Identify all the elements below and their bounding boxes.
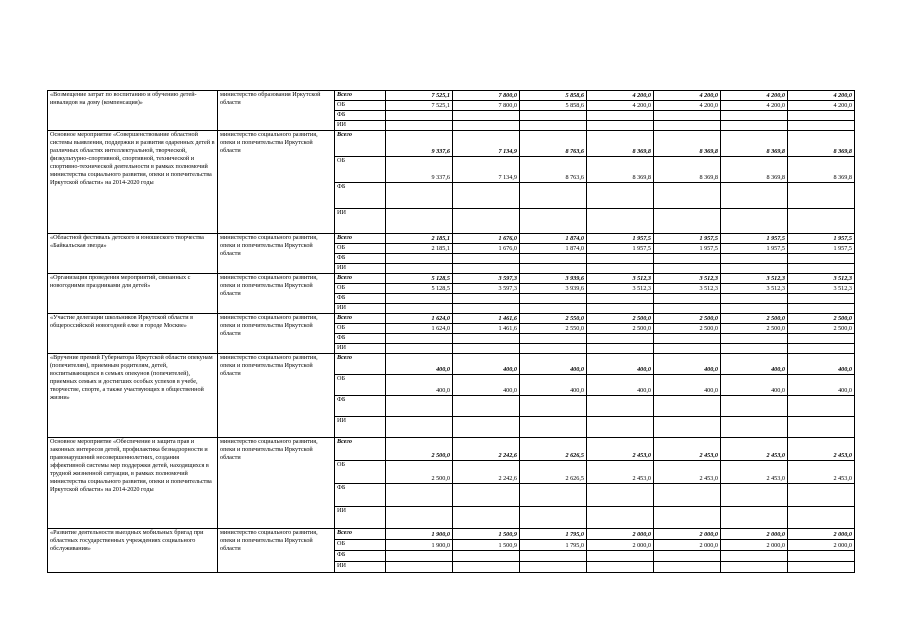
amount-cell	[520, 334, 587, 344]
amount-cell: 1 957,5	[788, 244, 855, 254]
amount-cell	[453, 344, 520, 354]
amount-cell: 400,0	[654, 354, 721, 375]
amount-cell	[386, 484, 453, 507]
amount-cell	[587, 551, 654, 562]
amount-cell	[788, 121, 855, 131]
amount-cell	[654, 344, 721, 354]
amount-cell: 2 453,0	[721, 461, 788, 484]
event-name-cell: «Областной фестиваль детского и юношеского творчества «Байкальская звезда»	[48, 234, 218, 274]
amount-cell: 2 500,0	[587, 324, 654, 334]
amount-cell	[587, 254, 654, 264]
amount-cell	[386, 396, 453, 417]
amount-cell: 4 200,0	[587, 101, 654, 111]
funding-source-cell: ФБ	[335, 254, 386, 264]
amount-cell	[721, 183, 788, 209]
amount-cell: 4 200,0	[654, 101, 721, 111]
amount-cell: 2 500,0	[386, 438, 453, 461]
funding-source-cell: ИИ	[335, 264, 386, 274]
amount-cell	[587, 396, 654, 417]
amount-cell: 400,0	[587, 354, 654, 375]
funding-source-cell: ОБ	[335, 324, 386, 334]
amount-cell: 2 500,0	[788, 314, 855, 324]
executor-cell: министерство социального развития, опеки и попечительства Иркутской области	[218, 354, 335, 438]
amount-cell: 1 957,5	[654, 234, 721, 244]
amount-cell	[386, 209, 453, 234]
executor-cell: министерство образования Иркутской области	[218, 91, 335, 131]
amount-cell: 400,0	[587, 375, 654, 396]
amount-cell	[520, 209, 587, 234]
amount-cell: 400,0	[721, 375, 788, 396]
amount-cell	[587, 183, 654, 209]
amount-cell	[721, 264, 788, 274]
amount-cell: 400,0	[386, 375, 453, 396]
executor-cell: министерство социального развития, опеки и попечительства Иркутской области	[218, 438, 335, 529]
amount-cell: 2 550,0	[520, 324, 587, 334]
amount-cell: 2 500,0	[788, 324, 855, 334]
amount-cell	[587, 209, 654, 234]
amount-cell: 400,0	[520, 354, 587, 375]
amount-cell: 1 676,0	[453, 234, 520, 244]
amount-cell	[453, 264, 520, 274]
amount-cell	[386, 417, 453, 438]
funding-source-cell: ИИ	[335, 417, 386, 438]
amount-cell	[520, 344, 587, 354]
amount-cell	[654, 304, 721, 314]
amount-cell: 1 500,9	[453, 540, 520, 551]
executor-cell: министерство социального развития, опеки и попечительства Иркутской области	[218, 529, 335, 573]
amount-cell	[453, 294, 520, 304]
table-row	[48, 314, 855, 324]
amount-cell	[520, 264, 587, 274]
amount-cell: 8 369,8	[721, 131, 788, 157]
amount-cell	[386, 334, 453, 344]
amount-cell: 2 453,0	[587, 438, 654, 461]
amount-cell: 7 134,9	[453, 157, 520, 183]
amount-cell: 2 453,0	[654, 461, 721, 484]
amount-cell: 400,0	[453, 354, 520, 375]
amount-cell	[453, 334, 520, 344]
amount-cell: 8 369,8	[587, 157, 654, 183]
amount-cell: 2 626,5	[520, 438, 587, 461]
amount-cell	[654, 264, 721, 274]
executor-cell: министерство социального развития, опеки и попечительства Иркутской области	[218, 314, 335, 354]
amount-cell	[386, 264, 453, 274]
amount-cell: 7 525,1	[386, 101, 453, 111]
amount-cell: 3 597,3	[453, 274, 520, 284]
amount-cell	[453, 484, 520, 507]
amount-cell: 2 500,0	[654, 324, 721, 334]
amount-cell: 3 512,3	[788, 274, 855, 284]
amount-cell: 2 000,0	[788, 540, 855, 551]
amount-cell: 8 369,8	[788, 157, 855, 183]
amount-cell	[520, 484, 587, 507]
amount-cell: 3 512,3	[721, 284, 788, 294]
amount-cell: 1 874,0	[520, 244, 587, 254]
funding-source-cell: Всего	[335, 529, 386, 540]
amount-cell: 4 200,0	[788, 91, 855, 101]
amount-cell: 1 957,5	[788, 234, 855, 244]
amount-cell	[721, 562, 788, 573]
amount-cell	[453, 183, 520, 209]
amount-cell	[788, 294, 855, 304]
amount-cell	[654, 254, 721, 264]
amount-cell: 4 200,0	[721, 91, 788, 101]
amount-cell	[386, 121, 453, 131]
amount-cell: 1 624,0	[386, 314, 453, 324]
amount-cell: 7 525,1	[386, 91, 453, 101]
amount-cell: 5 128,5	[386, 274, 453, 284]
amount-cell	[788, 334, 855, 344]
amount-cell	[721, 551, 788, 562]
amount-cell	[788, 344, 855, 354]
amount-cell: 400,0	[453, 375, 520, 396]
amount-cell: 3 597,3	[453, 284, 520, 294]
amount-cell: 4 200,0	[654, 91, 721, 101]
funding-source-cell: ОБ	[335, 101, 386, 111]
amount-cell	[788, 183, 855, 209]
amount-cell	[788, 551, 855, 562]
funding-source-cell: ИИ	[335, 121, 386, 131]
funding-source-cell: ИИ	[335, 507, 386, 529]
funding-source-cell: ОБ	[335, 284, 386, 294]
amount-cell: 3 512,3	[587, 274, 654, 284]
amount-cell	[520, 254, 587, 264]
amount-cell	[788, 304, 855, 314]
amount-cell	[788, 264, 855, 274]
amount-cell: 8 369,8	[721, 157, 788, 183]
funding-source-cell: ИИ	[335, 562, 386, 573]
amount-cell	[453, 396, 520, 417]
amount-cell: 7 134,9	[453, 131, 520, 157]
amount-cell: 2 000,0	[654, 529, 721, 540]
funding-source-cell: ИИ	[335, 209, 386, 234]
amount-cell	[520, 551, 587, 562]
funding-source-cell: ФБ	[335, 111, 386, 121]
funding-source-cell: Всего	[335, 234, 386, 244]
amount-cell	[721, 304, 788, 314]
amount-cell: 7 800,0	[453, 101, 520, 111]
amount-cell	[654, 507, 721, 529]
amount-cell	[453, 562, 520, 573]
funding-source-cell: ИИ	[335, 344, 386, 354]
amount-cell	[587, 417, 654, 438]
amount-cell	[453, 304, 520, 314]
amount-cell: 400,0	[721, 354, 788, 375]
amount-cell: 400,0	[386, 354, 453, 375]
amount-cell	[654, 334, 721, 344]
amount-cell	[386, 254, 453, 264]
table-row	[48, 131, 855, 157]
funding-source-cell: ФБ	[335, 396, 386, 417]
funding-source-cell: ОБ	[335, 157, 386, 183]
amount-cell: 8 763,6	[520, 131, 587, 157]
amount-cell	[386, 507, 453, 529]
amount-cell	[721, 111, 788, 121]
table-row	[48, 438, 855, 461]
funding-source-cell: Всего	[335, 354, 386, 375]
budget-table-body	[48, 91, 855, 573]
budget-table	[47, 90, 855, 573]
amount-cell	[587, 121, 654, 131]
amount-cell	[386, 183, 453, 209]
amount-cell	[721, 334, 788, 344]
event-name-cell: Основное мероприятие «Совершенствование областной системы выявления, поддержки и развития одаренных детей в различных областях интеллектуальной, творческой, физкультурно-спортивной, спортивной, технической и спортивно-технической деятельности в рамках полномочий министерства социального развития, опеки и попечительства Иркутской области» на 2014-2020 годы	[48, 131, 218, 234]
amount-cell	[654, 121, 721, 131]
amount-cell	[654, 484, 721, 507]
amount-cell	[788, 484, 855, 507]
amount-cell: 1 957,5	[721, 244, 788, 254]
funding-source-cell: ФБ	[335, 294, 386, 304]
amount-cell	[788, 254, 855, 264]
amount-cell: 400,0	[654, 375, 721, 396]
funding-source-cell: ФБ	[335, 484, 386, 507]
amount-cell	[587, 294, 654, 304]
amount-cell	[453, 111, 520, 121]
funding-source-cell: ФБ	[335, 334, 386, 344]
event-name-cell: Основное мероприятие «Обеспечение и защита прав и законных интересов детей, профилактика безнадзорности и правонарушений несовершеннолетних, создания эффективной системы мер поддержки детей, находящихся в трудной жизненной ситуации, в рамках полномочий министерства социального развития, опеки и попечительства Иркутской области» на 2014-2020 годы	[48, 438, 218, 529]
funding-source-cell: Всего	[335, 314, 386, 324]
amount-cell	[587, 304, 654, 314]
amount-cell	[788, 507, 855, 529]
amount-cell: 2 000,0	[587, 540, 654, 551]
event-name-cell: «Возмещение затрат по воспитанию и обучению детей-инвалидов на дому (компенсация)»	[48, 91, 218, 131]
amount-cell	[788, 562, 855, 573]
amount-cell: 3 939,6	[520, 284, 587, 294]
table-row	[48, 234, 855, 244]
amount-cell: 5 128,5	[386, 284, 453, 294]
amount-cell: 2 453,0	[788, 438, 855, 461]
amount-cell: 4 200,0	[587, 91, 654, 101]
amount-cell: 2 626,5	[520, 461, 587, 484]
amount-cell: 2 000,0	[654, 540, 721, 551]
amount-cell	[788, 111, 855, 121]
amount-cell: 2 500,0	[654, 314, 721, 324]
amount-cell	[520, 304, 587, 314]
funding-source-cell: ИИ	[335, 304, 386, 314]
funding-source-cell: Всего	[335, 274, 386, 284]
funding-source-cell: Всего	[335, 131, 386, 157]
funding-source-cell: ОБ	[335, 540, 386, 551]
event-name-cell: «Вручение премий Губернатора Иркутской области опекунам (попечителям), приемным родителям, детей, воспитывающихся в семьях опекунов (попечителей), приемных семьях и достигших особых успехов в учебе, творчестве, спорте, а также участвующих в общественной жизни»	[48, 354, 218, 438]
amount-cell	[788, 417, 855, 438]
amount-cell: 1 461,6	[453, 324, 520, 334]
amount-cell	[654, 562, 721, 573]
executor-cell: министерство социального развития, опеки и попечительства Иркутской области	[218, 274, 335, 314]
amount-cell: 2 500,0	[721, 324, 788, 334]
amount-cell	[721, 484, 788, 507]
amount-cell	[721, 396, 788, 417]
amount-cell	[654, 294, 721, 304]
funding-source-cell: ОБ	[335, 461, 386, 484]
amount-cell: 1 500,9	[453, 529, 520, 540]
amount-cell	[386, 304, 453, 314]
event-name-cell: «Организация проведения мероприятий, связанных с новогодними праздниками для детей»	[48, 274, 218, 314]
amount-cell: 400,0	[788, 354, 855, 375]
amount-cell	[721, 507, 788, 529]
amount-cell: 5 858,6	[520, 101, 587, 111]
amount-cell	[453, 551, 520, 562]
amount-cell: 2 453,0	[654, 438, 721, 461]
amount-cell	[520, 183, 587, 209]
funding-source-cell: ОБ	[335, 375, 386, 396]
amount-cell: 8 369,8	[788, 131, 855, 157]
amount-cell: 2 550,0	[520, 314, 587, 324]
amount-cell: 1 461,6	[453, 314, 520, 324]
amount-cell: 3 512,3	[788, 284, 855, 294]
amount-cell: 2 000,0	[587, 529, 654, 540]
amount-cell: 1 624,0	[386, 324, 453, 334]
amount-cell	[587, 264, 654, 274]
amount-cell	[386, 551, 453, 562]
amount-cell	[587, 484, 654, 507]
executor-cell: министерство социального развития, опеки и попечительства Иркутской области	[218, 131, 335, 234]
amount-cell: 2 242,6	[453, 461, 520, 484]
funding-source-cell: ФБ	[335, 183, 386, 209]
amount-cell	[587, 562, 654, 573]
amount-cell: 2 453,0	[788, 461, 855, 484]
table-row	[48, 91, 855, 101]
amount-cell: 1 795,0	[520, 529, 587, 540]
amount-cell	[587, 111, 654, 121]
amount-cell: 1 676,0	[453, 244, 520, 254]
amount-cell: 8 369,8	[654, 131, 721, 157]
amount-cell	[654, 396, 721, 417]
amount-cell	[453, 121, 520, 131]
amount-cell	[587, 344, 654, 354]
amount-cell: 2 185,1	[386, 234, 453, 244]
amount-cell	[788, 209, 855, 234]
table-row	[48, 274, 855, 284]
amount-cell	[587, 334, 654, 344]
amount-cell: 5 858,6	[520, 91, 587, 101]
amount-cell: 2 453,0	[587, 461, 654, 484]
amount-cell: 9 337,6	[386, 157, 453, 183]
amount-cell: 1 957,5	[587, 234, 654, 244]
amount-cell: 4 200,0	[721, 101, 788, 111]
amount-cell	[520, 507, 587, 529]
amount-cell: 2 185,1	[386, 244, 453, 254]
amount-cell: 400,0	[520, 375, 587, 396]
amount-cell: 1 900,0	[386, 540, 453, 551]
amount-cell: 8 763,6	[520, 157, 587, 183]
funding-source-cell: Всего	[335, 91, 386, 101]
amount-cell	[654, 111, 721, 121]
amount-cell: 3 512,3	[654, 274, 721, 284]
amount-cell	[721, 294, 788, 304]
amount-cell	[386, 294, 453, 304]
amount-cell: 3 512,3	[587, 284, 654, 294]
amount-cell	[721, 344, 788, 354]
amount-cell: 8 369,8	[654, 157, 721, 183]
amount-cell: 2 242,6	[453, 438, 520, 461]
amount-cell	[654, 209, 721, 234]
funding-source-cell: ФБ	[335, 551, 386, 562]
table-row	[48, 354, 855, 375]
table-row	[48, 529, 855, 540]
amount-cell	[654, 417, 721, 438]
funding-source-cell: Всего	[335, 438, 386, 461]
amount-cell	[721, 254, 788, 264]
amount-cell: 2 000,0	[788, 529, 855, 540]
amount-cell: 9 337,6	[386, 131, 453, 157]
amount-cell: 2 500,0	[721, 314, 788, 324]
amount-cell	[386, 562, 453, 573]
amount-cell: 2 500,0	[587, 314, 654, 324]
amount-cell: 1 795,0	[520, 540, 587, 551]
amount-cell	[520, 121, 587, 131]
amount-cell	[520, 111, 587, 121]
amount-cell: 3 939,6	[520, 274, 587, 284]
amount-cell	[386, 111, 453, 121]
amount-cell	[788, 396, 855, 417]
amount-cell	[654, 183, 721, 209]
amount-cell	[721, 209, 788, 234]
amount-cell	[453, 507, 520, 529]
amount-cell	[386, 344, 453, 354]
amount-cell: 2 000,0	[721, 540, 788, 551]
amount-cell: 1 957,5	[654, 244, 721, 254]
amount-cell: 400,0	[788, 375, 855, 396]
funding-source-cell: ОБ	[335, 244, 386, 254]
amount-cell: 2 000,0	[721, 529, 788, 540]
amount-cell: 1 957,5	[721, 234, 788, 244]
amount-cell: 3 512,3	[654, 284, 721, 294]
amount-cell: 1 874,0	[520, 234, 587, 244]
executor-cell: министерство социального развития, опеки и попечительства Иркутской области	[218, 234, 335, 274]
amount-cell	[453, 254, 520, 264]
amount-cell	[654, 551, 721, 562]
amount-cell: 8 369,8	[587, 131, 654, 157]
amount-cell: 2 500,0	[386, 461, 453, 484]
amount-cell	[587, 507, 654, 529]
amount-cell	[520, 396, 587, 417]
amount-cell: 3 512,3	[721, 274, 788, 284]
amount-cell: 4 200,0	[788, 101, 855, 111]
amount-cell	[721, 417, 788, 438]
amount-cell: 1 957,5	[587, 244, 654, 254]
event-name-cell: «Развитие деятельности выездных мобильных бригад при областных государственных учреждениях социального обслуживания»	[48, 529, 218, 573]
event-name-cell: «Участие делегации школьников Иркутской области в общероссийской новогодней елке в городе Москве»	[48, 314, 218, 354]
amount-cell	[453, 209, 520, 234]
amount-cell	[520, 417, 587, 438]
amount-cell	[721, 121, 788, 131]
amount-cell: 7 800,0	[453, 91, 520, 101]
amount-cell	[520, 294, 587, 304]
amount-cell: 1 900,0	[386, 529, 453, 540]
amount-cell	[520, 562, 587, 573]
amount-cell: 2 453,0	[721, 438, 788, 461]
amount-cell	[453, 417, 520, 438]
